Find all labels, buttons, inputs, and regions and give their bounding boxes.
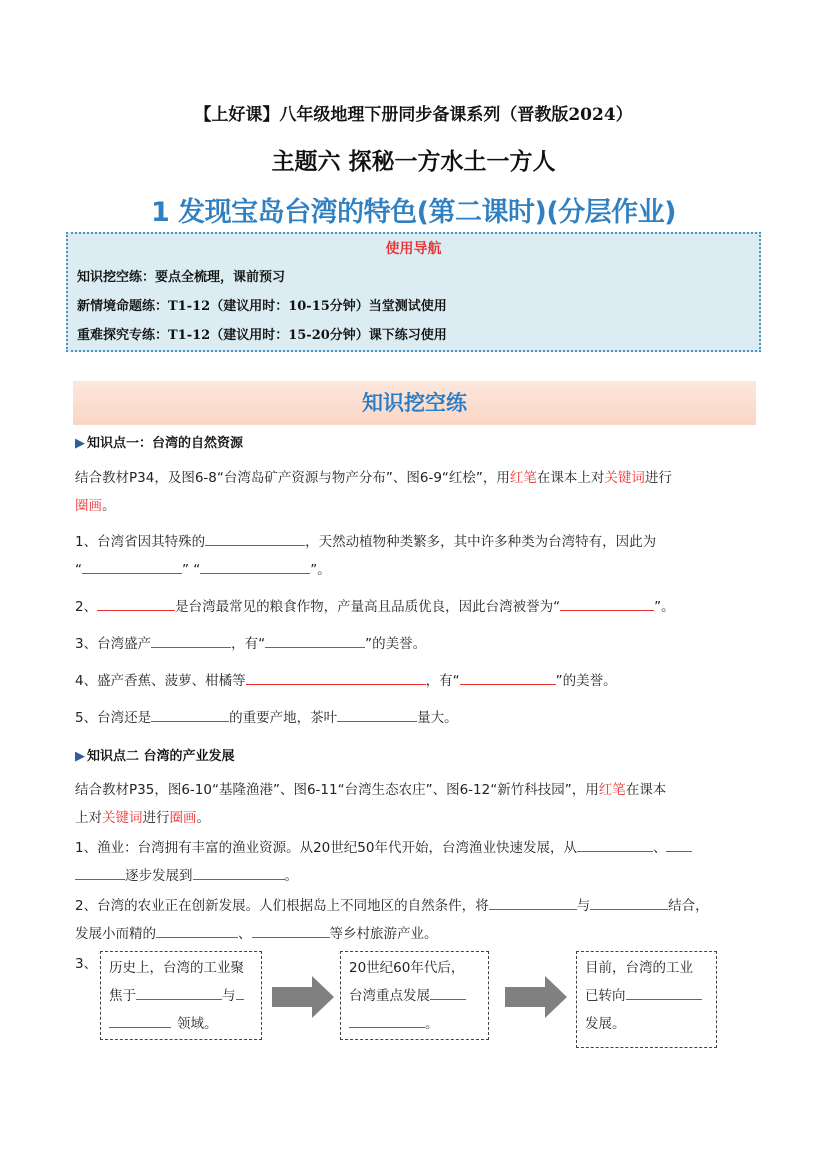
arrow-right-icon (505, 976, 569, 1018)
question-text: 结合， (668, 898, 709, 914)
lesson-title: 1 发现宝岛台湾的特色(第二课时)(分层作业) (150, 197, 677, 228)
flow-text: 历史上，台湾的工业聚 (109, 960, 244, 976)
series-title: 【上好课】八年级地理下册同步备课系列（晋教版2024） (194, 105, 633, 125)
question-text: 的重要产地，茶叶 (229, 710, 338, 726)
answer-blank[interactable] (193, 865, 285, 880)
point1-heading (75, 432, 243, 451)
answer-blank[interactable] (156, 923, 238, 938)
guide-line-1: 知识挖空练：要点全梳理，课前预习 (77, 270, 286, 285)
arrow-right-icon (272, 976, 336, 1018)
flow-text: 领域。 (177, 1016, 218, 1032)
flow-text: 发展。 (585, 1016, 626, 1032)
question-text: 、 (652, 840, 667, 856)
answer-blank[interactable] (136, 985, 222, 1000)
intro-text: 进行 (142, 810, 170, 826)
answer-blank[interactable] (430, 985, 466, 1000)
question-text: 逐步发展到 (125, 868, 193, 884)
flow-text: 。 (425, 1016, 439, 1032)
flow-text: 已转向 (585, 988, 626, 1004)
question-text: ”的美誉。 (365, 636, 427, 652)
question-text: 3、台湾盛产 (75, 636, 152, 652)
point1-q2 (75, 593, 755, 621)
answer-blank[interactable] (236, 985, 244, 1000)
answer-blank[interactable] (577, 837, 653, 852)
intro-text: 结合教材P35，图6-10“基隆渔港”、图6-11“台湾生态农庄”、图6-12“新竹科技园”，用 (75, 782, 599, 798)
question-text: 4、盛产香蕉、菠萝、柑橘等 (75, 673, 246, 689)
usage-guide-box (66, 232, 761, 352)
question-text: ，有“ (425, 673, 460, 689)
intro-text: 。 (102, 498, 116, 514)
red-pen-text: 红笔 (598, 782, 626, 798)
flow-box-history (100, 951, 262, 1040)
guide-title: 使用导航 (385, 241, 442, 257)
answer-blank[interactable] (666, 837, 692, 852)
red-pen-text: 红笔 (509, 470, 537, 486)
question-text: 等乡村旅游产业。 (329, 926, 438, 942)
answer-blank[interactable] (200, 559, 310, 574)
answer-blank[interactable] (82, 559, 182, 574)
flow-box-current (576, 951, 717, 1048)
intro-text: 上对 (75, 810, 102, 826)
question-text: ”。 (654, 599, 675, 615)
guide-line-2: 新情境命题练：T1-12（建议用时：10-15分钟）当堂测试使用 (77, 299, 447, 314)
flow-text: 与 (222, 988, 236, 1004)
intro-text: 在课本上对 (536, 470, 605, 486)
circle-text: 圈画 (75, 498, 102, 514)
question-text: ”。 (310, 562, 331, 578)
answer-blank[interactable] (205, 531, 305, 546)
question-text: ，天然动植物种类繁多，其中许多种类为台湾特有，因此为 (305, 534, 657, 550)
question-text: 1、台湾省因其特殊的 (75, 534, 206, 550)
answer-blank[interactable] (560, 596, 654, 611)
answer-blank[interactable] (349, 1013, 425, 1028)
answer-blank[interactable] (246, 670, 426, 685)
intro-text: 结合教材P34，及图6-8“台湾岛矿产资源与物产分布”、图6-9“红桧”，用 (75, 470, 510, 486)
topic-title: 主题六 探秘一方水土一方人 (271, 148, 556, 175)
flow-text: 台湾重点发展 (349, 988, 430, 1004)
point1-title: 知识点一：台湾的自然资源 (87, 436, 244, 451)
answer-blank[interactable] (265, 633, 365, 648)
answer-blank[interactable] (590, 895, 668, 910)
question-text: 。 (284, 868, 298, 884)
flow-text: 焦于 (109, 988, 136, 1004)
keyword-text: 关键词 (102, 810, 143, 826)
triangle-bullet-icon: ▶ (75, 436, 85, 451)
question-text: 1、渔业：台湾拥有丰富的渔业资源。从20世纪50年代开始，台湾渔业快速发展，从 (75, 840, 577, 856)
point1-intro (75, 464, 755, 520)
point2-heading (75, 745, 235, 764)
answer-blank[interactable] (252, 923, 330, 938)
question-text: ，有“ (231, 636, 266, 652)
question-text: 2、台湾的农业正在创新发展。人们根据岛上不同地区的自然条件，将 (75, 898, 489, 914)
point1-q1 (75, 528, 755, 584)
question-text: 、 (238, 926, 252, 942)
triangle-bullet-icon: ▶ (75, 749, 85, 764)
question-text: 5、台湾还是 (75, 710, 152, 726)
answer-blank[interactable] (151, 707, 229, 722)
answer-blank[interactable] (460, 670, 556, 685)
question-text: “ (75, 562, 82, 578)
question-text: 与 (576, 898, 591, 914)
point1-q3 (75, 630, 755, 658)
point2-q2 (75, 892, 755, 948)
circle-text: 圈画 (169, 810, 197, 826)
intro-text: 在课本 (625, 782, 667, 798)
answer-blank[interactable] (626, 985, 702, 1000)
intro-text: 进行 (644, 470, 672, 486)
answer-blank[interactable] (75, 865, 125, 880)
flow-text: 目前，台湾的工业 (585, 960, 693, 976)
answer-blank[interactable] (337, 707, 417, 722)
question-text: 2、 (75, 599, 98, 615)
answer-blank[interactable] (109, 1013, 171, 1028)
flow-text: 20世纪60年代后， (349, 960, 465, 976)
answer-blank[interactable] (489, 895, 577, 910)
point2-q1 (75, 834, 755, 890)
point2-q3-number: 3、 (75, 956, 98, 972)
point2-intro (75, 776, 755, 832)
section-banner: 知识挖空练 (73, 381, 756, 425)
flow-box-1960s (340, 951, 489, 1040)
intro-text: 。 (196, 810, 210, 826)
guide-line-3: 重难探究专练：T1-12（建议用时：15-20分钟）课下练习使用 (77, 328, 447, 343)
question-text: ”的美誉。 (555, 673, 617, 689)
point1-q5 (75, 704, 755, 732)
point2-title: 知识点二 台湾的产业发展 (87, 749, 235, 764)
answer-blank[interactable] (97, 596, 175, 611)
question-text: ” “ (182, 562, 201, 578)
question-text: 发展小而精的 (75, 926, 156, 942)
answer-blank[interactable] (151, 633, 231, 648)
point1-q4 (75, 667, 755, 695)
question-text: 是台湾最常见的粮食作物，产量高且品质优良，因此台湾被誉为“ (175, 599, 561, 615)
question-text: 量大。 (417, 710, 458, 726)
keyword-text: 关键词 (604, 470, 645, 486)
